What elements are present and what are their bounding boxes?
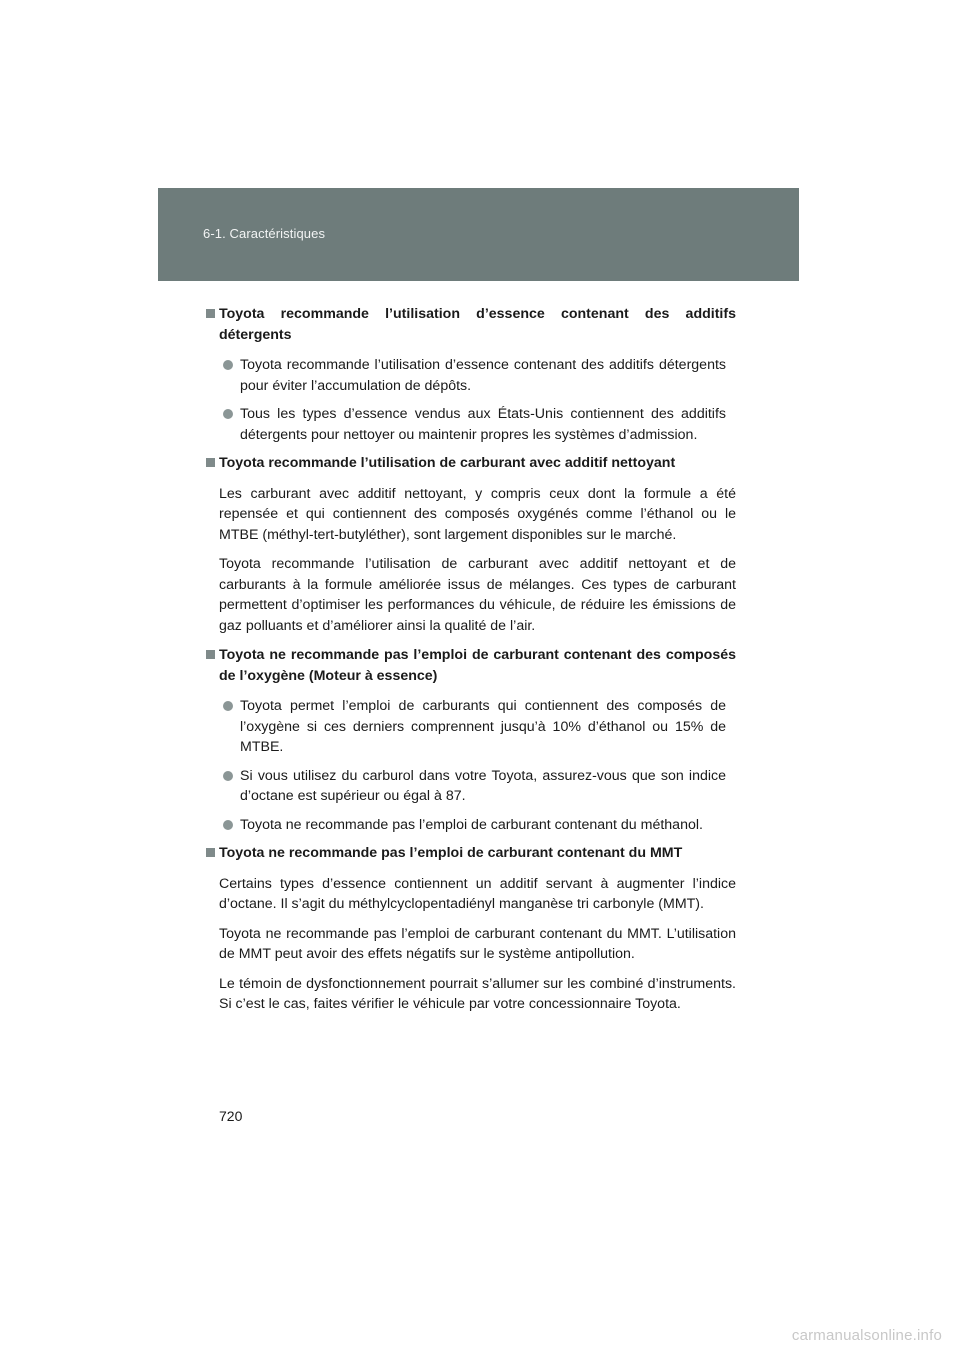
bullet-item: Toyota ne recommande pas l’emploi de carburant contenant du méthanol. (206, 815, 736, 836)
body-paragraph: Toyota recommande l’utilisation de carburant avec additif nettoyant et de carburants à la formule améliorée issus de mélanges. Ces types de carburant permettent d’optimiser les performances du véhicule, de réduire les émissions de gaz polluants et d’améliorer ainsi la qualité de l’air. (219, 556, 736, 634)
section-detergent-additives (206, 304, 736, 445)
section-header-band (158, 188, 799, 281)
section-heading: Toyota ne recommande pas l’emploi de carburant contenant du MMT (206, 843, 736, 864)
body-paragraph: Le témoin de dysfonctionnement pourrait s’allumer sur les combiné d’instruments. Si c’est le cas, faites vérifier le véhicule par votre concessionnaire Toyota. (219, 975, 736, 1012)
page-number: 720 (219, 1108, 243, 1124)
bullet-item: Toyota recommande l’utilisation d’essence contenant des additifs détergents pour éviter l’accumulation de dépôts. (206, 355, 736, 396)
bullet-item: Si vous utilisez du carburol dans votre Toyota, assurez-vous que son indice d’octane est supérieur ou égal à 87. (206, 766, 736, 807)
section-heading: Toyota recommande l’utilisation de carburant avec additif nettoyant (206, 453, 736, 474)
watermark: carmanualsonline.info (791, 1327, 942, 1344)
body-paragraph: Certains types d’essence contiennent un additif servant à augmenter l’indice d’octane. Il s’agit du méthylcyclopentadiényl manganèse tri carbonyle (MMT). (219, 875, 736, 912)
body-paragraph: Toyota ne recommande pas l’emploi de carburant contenant du MMT. L’utilisation de MMT peut avoir des effets négatifs sur le système antipollution. (219, 925, 736, 962)
section-heading: Toyota recommande l’utilisation d’essence contenant des additifs détergents (206, 304, 736, 345)
section-heading: Toyota ne recommande pas l’emploi de carburant contenant des composés de l’oxygène (Moteur à essence) (206, 645, 736, 686)
section-mmt (206, 843, 736, 1015)
section-title: 6-1. Caractéristiques (203, 226, 326, 241)
section-oxygenated-compounds (206, 645, 736, 835)
page-content (206, 304, 736, 1024)
bullet-item: Tous les types d’essence vendus aux États-Unis contiennent des additifs détergents pour nettoyer ou maintenir propres les systèmes d’admission. (206, 404, 736, 445)
bullet-item: Toyota permet l’emploi de carburants qui contiennent des composés de l’oxygène si ces derniers comprennent jusqu’à 10% d’éthanol ou 15% de MTBE. (206, 696, 736, 758)
body-paragraph: Les carburant avec additif nettoyant, y compris ceux dont la formule a été repensée et qui contiennent des composés oxygénés comme l’éthanol ou le MTBE (méthyl-tert-butyléther), sont largement disponibles sur le marché. (219, 485, 736, 543)
section-cleaning-additive-fuel (206, 453, 736, 636)
